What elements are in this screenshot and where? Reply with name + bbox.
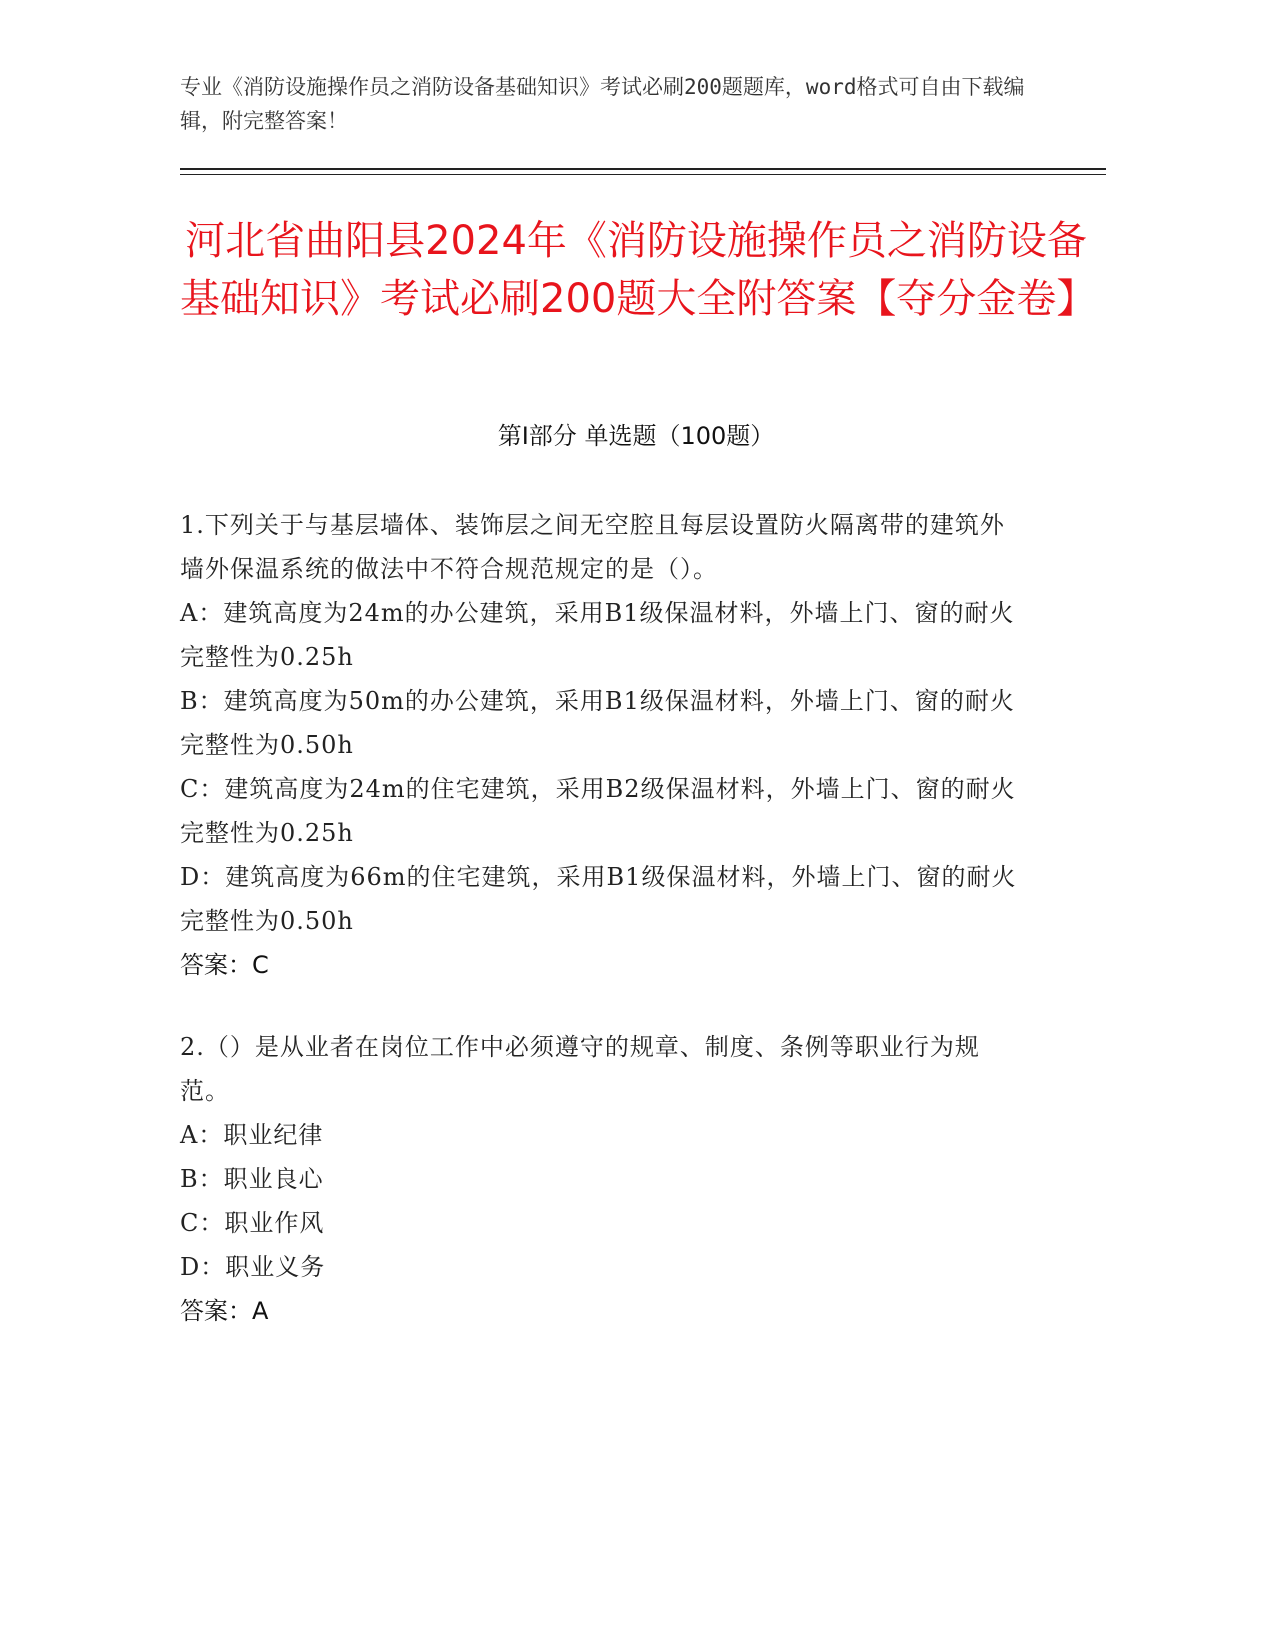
option-c: C：职业作风 bbox=[180, 1209, 325, 1237]
option-b: B：职业良心 bbox=[180, 1165, 324, 1193]
question-stem: 1.下列关于与基层墙体、装饰层之间无空腔且每层设置防火隔离带的建筑外墙外保温系统的做法中不符合规范规定的是（）。 bbox=[180, 511, 1005, 583]
header-divider-thin bbox=[180, 174, 1106, 175]
question-2 bbox=[180, 1025, 1020, 1333]
question-stem: 2.（）是从业者在岗位工作中必须遵守的规章、制度、条例等职业行为规范。 bbox=[180, 1033, 980, 1105]
section-heading: 第Ⅰ部分 单选题（100题） bbox=[497, 422, 775, 450]
answer-line: 答案：A bbox=[180, 1297, 269, 1325]
answer-line: 答案：C bbox=[180, 951, 269, 979]
option-a: A：建筑高度为24m的办公建筑，采用B1级保温材料，外墙上门、窗的耐火完整性为0.25h bbox=[180, 599, 1015, 671]
option-d: D：职业义务 bbox=[180, 1253, 326, 1281]
option-a: A：职业纪律 bbox=[180, 1121, 324, 1149]
option-c: C：建筑高度为24m的住宅建筑，采用B2级保温材料，外墙上门、窗的耐火完整性为0.25h bbox=[180, 775, 1016, 847]
question-1 bbox=[180, 503, 1020, 987]
option-d: D：建筑高度为66m的住宅建筑，采用B1级保温材料，外墙上门、窗的耐火完整性为0.50h bbox=[180, 863, 1017, 935]
header-note: 专业《消防设施操作员之消防设备基础知识》考试必刷200题题库，word格式可自由下载编辑，附完整答案！ bbox=[180, 75, 1025, 133]
option-b: B：建筑高度为50m的办公建筑，采用B1级保温材料，外墙上门、窗的耐火完整性为0.50h bbox=[180, 687, 1015, 759]
document-title: 河北省曲阳县2024年《消防设施操作员之消防设备基础知识》考试必刷200题大全附答案【夺分金卷】 bbox=[180, 218, 1097, 322]
header-divider-thick bbox=[180, 168, 1106, 170]
